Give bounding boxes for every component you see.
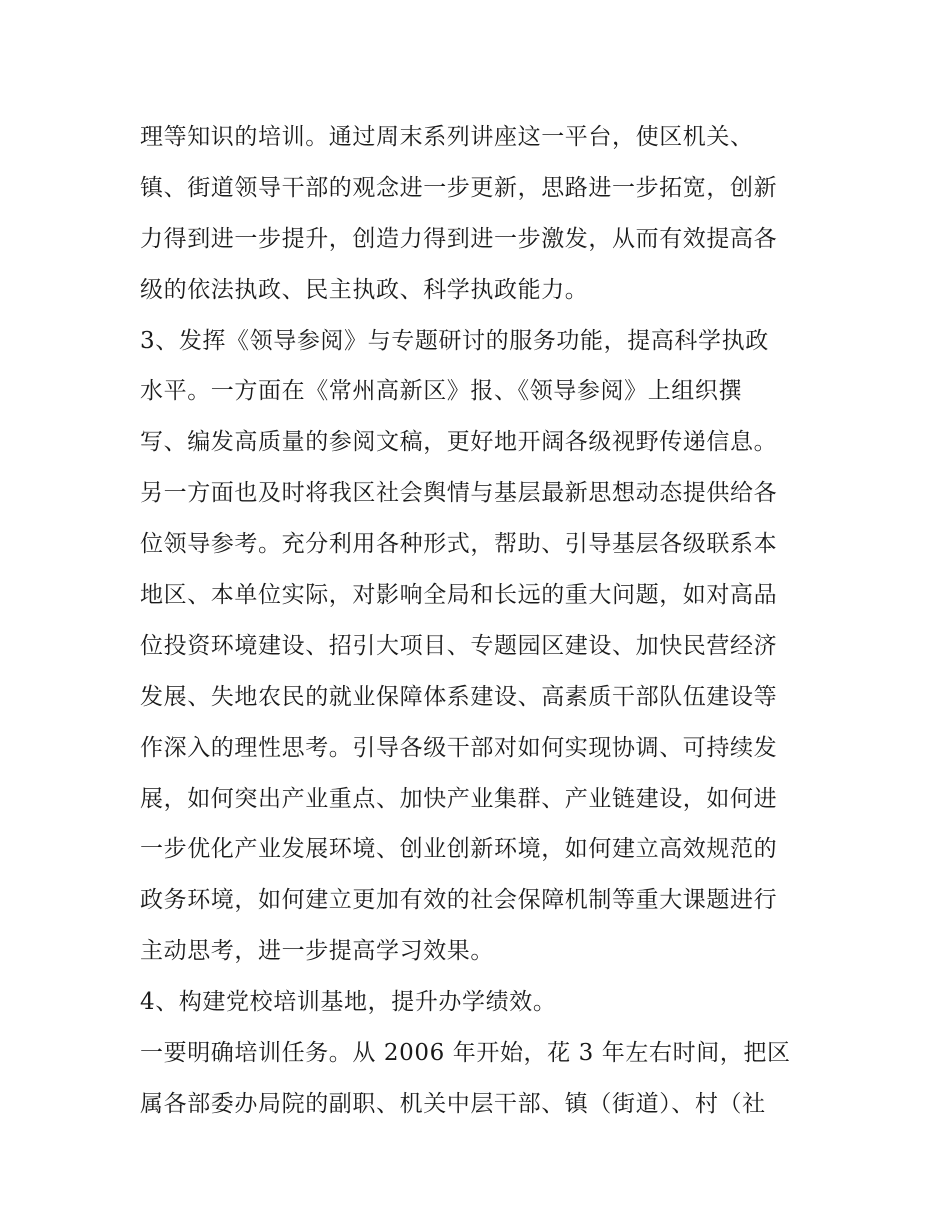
- text-line: 级的依法执政、民主执政、科学执政能力。: [140, 276, 589, 303]
- document-body: [140, 112, 830, 1130]
- text-line: 属各部委办局院的副职、机关中层干部、镇（街道）、村（社: [140, 1090, 766, 1117]
- text-line: 一步优化产业发展环境、创业创新环境，如何建立高效规范的: [140, 836, 778, 863]
- text-line: 写、编发高质量的参阅文稿，更好地开阔各级视野传递信息。: [140, 429, 778, 456]
- text-line: 另一方面也及时将我区社会舆情与基层最新思想动态提供给各: [140, 480, 778, 507]
- text-line: 作深入的理性思考。引导各级干部对如何实现协调、可持续发: [140, 734, 778, 761]
- text-line: 位投资环境建设、招引大项目、专题园区建设、加快民营经济: [140, 632, 778, 659]
- text-line: 发展、失地农民的就业保障体系建设、高素质干部队伍建设等: [140, 683, 778, 710]
- section-heading-4: 4、构建党校培训基地，提升办学绩效。: [140, 989, 557, 1016]
- text-line: 镇、街道领导干部的观念进一步更新，思路进一步拓宽，创新: [140, 174, 778, 201]
- text-line: 展，如何突出产业重点、加快产业集群、产业链建设，如何进: [140, 785, 778, 812]
- text-line: 力得到进一步提升，创造力得到进一步激发，从而有效提高各: [140, 225, 778, 252]
- text-line: 主动思考，进一步提高学习效果。: [140, 938, 494, 965]
- text-line: 政务环境，如何建立更加有效的社会保障机制等重大课题进行: [140, 887, 778, 914]
- text-line: 地区、本单位实际，对影响全局和长远的重大问题，如对高品: [140, 582, 778, 609]
- text-line: 水平。一方面在《常州高新区》报、《领导参阅》上组织撰: [140, 378, 743, 405]
- section-heading-3: 3、发挥《领导参阅》与专题研讨的服务功能，提高科学执政: [140, 327, 769, 354]
- text-line: 理等知识的培训。通过周末系列讲座这一平台，使区机关、: [140, 124, 754, 150]
- text-line: 位领导参考。充分利用各种形式，帮助、引导基层各级联系本: [140, 531, 778, 558]
- text-line: 一要明确培训任务。从 2006 年开始，花 3 年左右时间，把区: [140, 1040, 791, 1067]
